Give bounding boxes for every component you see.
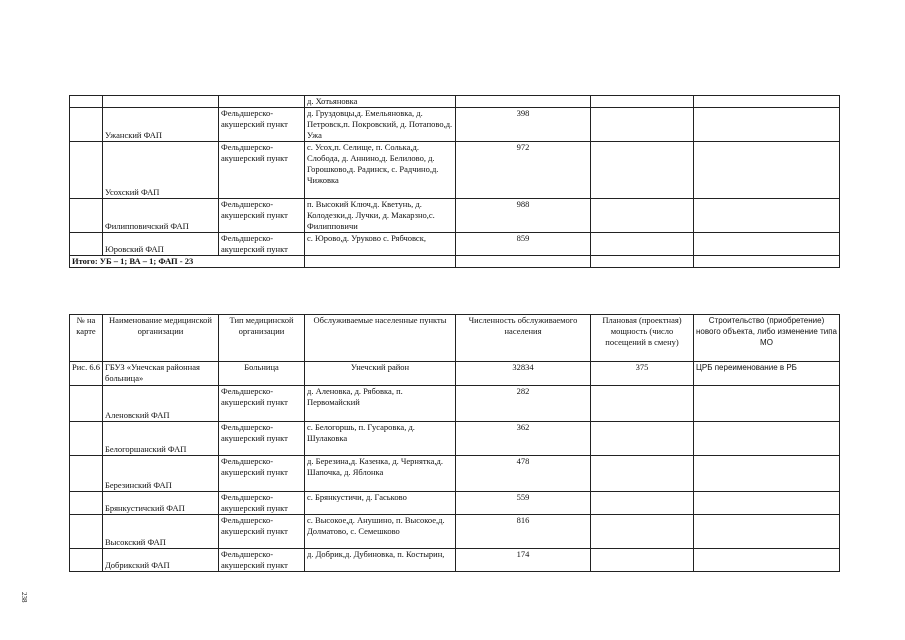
top-table-body bbox=[70, 96, 840, 268]
places-cell: Унечский район bbox=[305, 362, 456, 386]
table-row bbox=[70, 492, 840, 515]
num-cell: Рис. 6.6 bbox=[70, 362, 103, 386]
capacity-cell bbox=[591, 108, 694, 142]
total-row bbox=[70, 256, 840, 268]
construction-cell bbox=[694, 456, 840, 492]
name-cell: Березинский ФАП bbox=[103, 456, 219, 492]
table-row bbox=[70, 456, 840, 492]
num-cell bbox=[70, 142, 103, 199]
table-row bbox=[70, 422, 840, 456]
construction-cell bbox=[694, 199, 840, 233]
header-type: Тип медицинской организации bbox=[219, 315, 305, 362]
num-cell bbox=[70, 549, 103, 572]
num-cell bbox=[70, 233, 103, 256]
header-construction: Строительство (приобретение) нового объекта, либо изменение типа МО bbox=[694, 315, 840, 362]
type-cell: Фельдшерско-акушерский пункт bbox=[219, 199, 305, 233]
type-cell: Фельдшерско-акушерский пункт bbox=[219, 108, 305, 142]
name-cell bbox=[103, 96, 219, 108]
table-row bbox=[70, 386, 840, 422]
population-cell: 174 bbox=[456, 549, 591, 572]
name-cell: Высокский ФАП bbox=[103, 515, 219, 549]
table-row bbox=[70, 199, 840, 233]
num-cell bbox=[70, 108, 103, 142]
construction-cell bbox=[694, 549, 840, 572]
type-cell: Фельдшерско-акушерский пункт bbox=[219, 386, 305, 422]
name-cell: Ужанский ФАП bbox=[103, 108, 219, 142]
population-cell: 478 bbox=[456, 456, 591, 492]
capacity-cell bbox=[591, 549, 694, 572]
num-cell bbox=[70, 386, 103, 422]
construction-cell: ЦРБ переименование в РБ bbox=[694, 362, 840, 386]
population-cell: 398 bbox=[456, 108, 591, 142]
capacity-cell bbox=[591, 456, 694, 492]
places-cell: д. Груздовцы,д. Емельяновка, д. Петровск,п. Покровский, д. Потапово,д. Ужа bbox=[305, 108, 456, 142]
places-cell: с. Усох,п. Селище, п. Солька,д. Слобода, д. Аннино,д. Белилово, д. Горошково,д. Радинск, с. Радчино,д. Чижовка bbox=[305, 142, 456, 199]
places-cell: д. Березина,д. Казенка, д. Чернятка,д. Шапочка, д. Яблонка bbox=[305, 456, 456, 492]
header-places: Обслуживаемые населенные пункты bbox=[305, 315, 456, 362]
population-cell: 988 bbox=[456, 199, 591, 233]
population-cell bbox=[456, 96, 591, 108]
places-cell: д. Добрик,д. Дубиновка, п. Костырин, bbox=[305, 549, 456, 572]
population-cell: 282 bbox=[456, 386, 591, 422]
places-cell: с. Высокое,д. Анушино, п. Высокое,д. Долматово, с. Семешково bbox=[305, 515, 456, 549]
total-cell: Итого: УБ – 1; ВА – 1; ФАП - 23 bbox=[70, 256, 305, 268]
name-cell: Филипповичский ФАП bbox=[103, 199, 219, 233]
population-cell: 972 bbox=[456, 142, 591, 199]
table-row bbox=[70, 362, 840, 386]
population-cell: 816 bbox=[456, 515, 591, 549]
capacity-cell bbox=[591, 233, 694, 256]
construction-cell bbox=[694, 96, 840, 108]
header-name: Наименование медицинской организации bbox=[103, 315, 219, 362]
table-row bbox=[70, 515, 840, 549]
construction-cell bbox=[694, 142, 840, 199]
num-cell bbox=[70, 456, 103, 492]
capacity-cell bbox=[591, 256, 694, 268]
type-cell: Фельдшерско-акушерский пункт bbox=[219, 233, 305, 256]
construction-cell bbox=[694, 108, 840, 142]
header-num: № на карте bbox=[70, 315, 103, 362]
table-row bbox=[70, 549, 840, 572]
type-cell: Фельдшерско-акушерский пункт bbox=[219, 456, 305, 492]
construction-cell bbox=[694, 233, 840, 256]
places-cell: с. Юрово,д. Уруково с. Рябчовск, bbox=[305, 233, 456, 256]
capacity-cell: 375 bbox=[591, 362, 694, 386]
construction-cell bbox=[694, 386, 840, 422]
construction-cell bbox=[694, 422, 840, 456]
capacity-cell bbox=[591, 142, 694, 199]
population-cell: 32834 bbox=[456, 362, 591, 386]
bottom-table-body bbox=[70, 315, 840, 572]
name-cell: Белогоршанский ФАП bbox=[103, 422, 219, 456]
construction-cell bbox=[694, 492, 840, 515]
population-cell bbox=[456, 256, 591, 268]
name-cell: Аленовский ФАП bbox=[103, 386, 219, 422]
type-cell: Больница bbox=[219, 362, 305, 386]
type-cell: Фельдшерско-акушерский пункт bbox=[219, 549, 305, 572]
type-cell: Фельдшерско-акушерский пункт bbox=[219, 422, 305, 456]
table-row bbox=[70, 142, 840, 199]
header-capacity: Плановая (проектная) мощность (число посещений в смену) bbox=[591, 315, 694, 362]
places-cell: п. Высокий Ключ,д. Кветунь, д. Колодезки,д. Лучки, д. Макарзно,с. Филипповичи bbox=[305, 199, 456, 233]
name-cell: Юровский ФАП bbox=[103, 233, 219, 256]
type-cell: Фельдшерско-акушерский пункт bbox=[219, 142, 305, 199]
top-table bbox=[69, 95, 840, 268]
num-cell bbox=[70, 492, 103, 515]
construction-cell bbox=[694, 256, 840, 268]
type-cell: Фельдшерско-акушерский пункт bbox=[219, 492, 305, 515]
table-row bbox=[70, 108, 840, 142]
num-cell bbox=[70, 96, 103, 108]
capacity-cell bbox=[591, 515, 694, 549]
population-cell: 559 bbox=[456, 492, 591, 515]
places-cell: д. Аленовка, д. Рябовка, п. Первомайский bbox=[305, 386, 456, 422]
capacity-cell bbox=[591, 96, 694, 108]
bottom-table-header-row bbox=[70, 315, 840, 362]
places-cell bbox=[305, 256, 456, 268]
capacity-cell bbox=[591, 422, 694, 456]
page-number: 238 bbox=[20, 592, 28, 603]
capacity-cell bbox=[591, 386, 694, 422]
table-row bbox=[70, 96, 840, 108]
name-cell: Брянкустичский ФАП bbox=[103, 492, 219, 515]
table-row bbox=[70, 233, 840, 256]
population-cell: 362 bbox=[456, 422, 591, 456]
places-cell: д. Хотьяновка bbox=[305, 96, 456, 108]
num-cell bbox=[70, 515, 103, 549]
name-cell: ГБУЗ «Унечская районная больница» bbox=[103, 362, 219, 386]
name-cell: Усохский ФАП bbox=[103, 142, 219, 199]
bottom-table bbox=[69, 314, 840, 572]
places-cell: с. Белогоршь, п. Гусаровка, д. Шулаковка bbox=[305, 422, 456, 456]
num-cell bbox=[70, 422, 103, 456]
name-cell: Добрикский ФАП bbox=[103, 549, 219, 572]
capacity-cell bbox=[591, 199, 694, 233]
type-cell: Фельдшерско-акушерский пункт bbox=[219, 515, 305, 549]
capacity-cell bbox=[591, 492, 694, 515]
places-cell: с. Брянкустичи, д. Гаськово bbox=[305, 492, 456, 515]
header-population: Численность обслуживаемого населения bbox=[456, 315, 591, 362]
type-cell bbox=[219, 96, 305, 108]
population-cell: 859 bbox=[456, 233, 591, 256]
construction-cell bbox=[694, 515, 840, 549]
num-cell bbox=[70, 199, 103, 233]
